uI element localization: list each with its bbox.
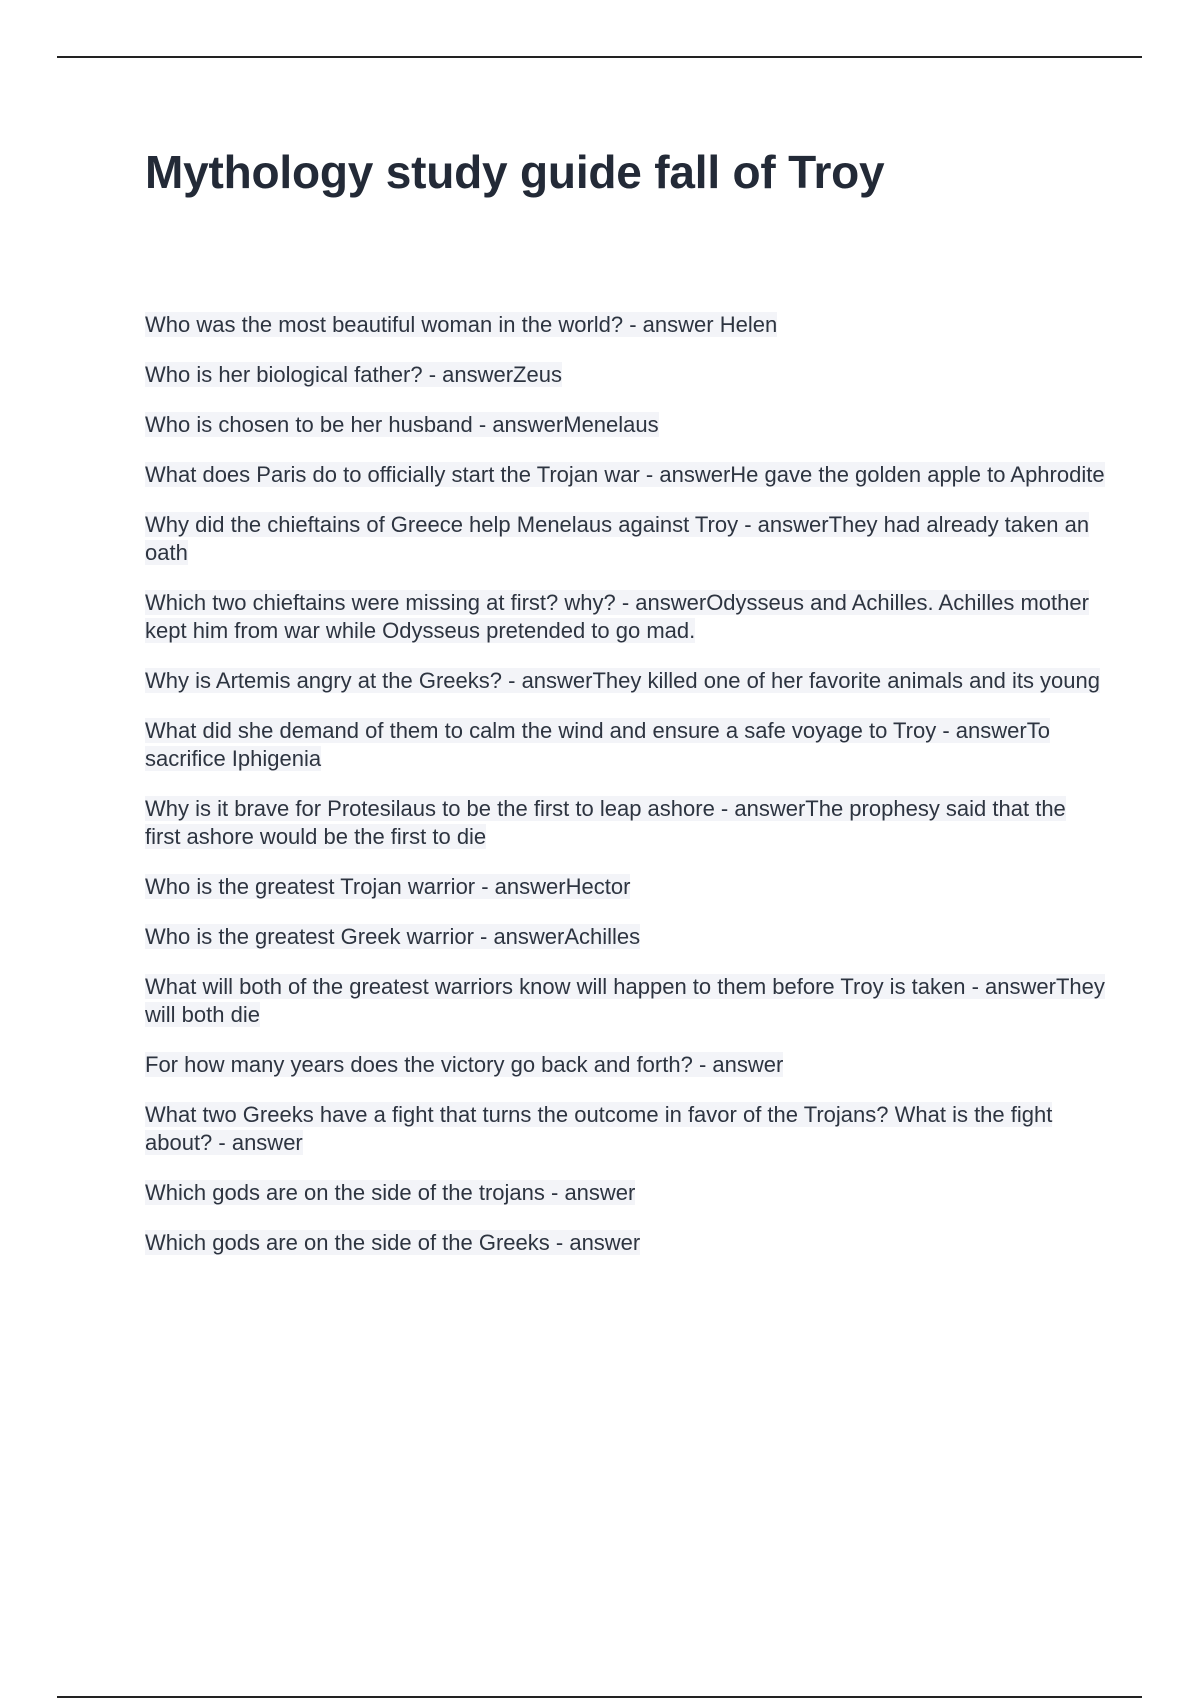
list-item — [145, 1101, 1105, 1157]
list-item-text: Who was the most beautiful woman in the world? - answer Helen — [145, 312, 778, 337]
question-answer-list — [145, 311, 1105, 1279]
list-item — [145, 973, 1105, 1029]
list-item-text: What will both of the greatest warriors know will happen to them before Troy is taken - answerThey will both die — [145, 974, 1105, 1027]
list-item — [145, 311, 1105, 339]
list-item-text: What did she demand of them to calm the wind and ensure a safe voyage to Troy - answerTo sacrifice Iphigenia — [145, 718, 1050, 771]
list-item — [145, 717, 1105, 773]
list-item-text: Which gods are on the side of the trojans - answer — [145, 1180, 636, 1205]
list-item — [145, 1229, 1105, 1257]
list-item — [145, 461, 1105, 489]
list-item-text: Who is her biological father? - answerZeus — [145, 362, 562, 387]
top-divider — [57, 56, 1142, 58]
list-item — [145, 923, 1105, 951]
list-item — [145, 873, 1105, 901]
list-item-text: Who is the greatest Greek warrior - answerAchilles — [145, 924, 641, 949]
page-title: Mythology study guide fall of Troy — [145, 146, 885, 198]
list-item-text: What two Greeks have a fight that turns the outcome in favor of the Trojans? What is the fight about? - answer — [145, 1102, 1053, 1155]
list-item — [145, 667, 1105, 695]
list-item-text: What does Paris do to officially start the Trojan war - answerHe gave the golden apple to Aphrodite — [145, 462, 1105, 487]
bottom-divider — [57, 1696, 1142, 1698]
list-item — [145, 1179, 1105, 1207]
list-item — [145, 511, 1105, 567]
list-item — [145, 589, 1105, 645]
list-item-text: Who is the greatest Trojan warrior - answerHector — [145, 874, 631, 899]
list-item-text: Who is chosen to be her husband - answerMenelaus — [145, 412, 659, 437]
list-item-text: Why did the chieftains of Greece help Menelaus against Troy - answerThey had already taken an oath — [145, 512, 1090, 565]
list-item-text: For how many years does the victory go back and forth? - answer — [145, 1052, 784, 1077]
list-item-text: Which two chieftains were missing at first? why? - answerOdysseus and Achilles. Achilles mother kept him from war while Odysseus pretended to go mad. — [145, 590, 1089, 643]
list-item — [145, 1051, 1105, 1079]
list-item-text: Why is it brave for Protesilaus to be the first to leap ashore - answerThe prophesy said that the first ashore would be the first to die — [145, 796, 1066, 849]
list-item-text: Which gods are on the side of the Greeks - answer — [145, 1230, 641, 1255]
list-item-text: Why is Artemis angry at the Greeks? - answerThey killed one of her favorite animals and its young — [145, 668, 1100, 693]
list-item — [145, 361, 1105, 389]
list-item — [145, 795, 1105, 851]
list-item — [145, 411, 1105, 439]
